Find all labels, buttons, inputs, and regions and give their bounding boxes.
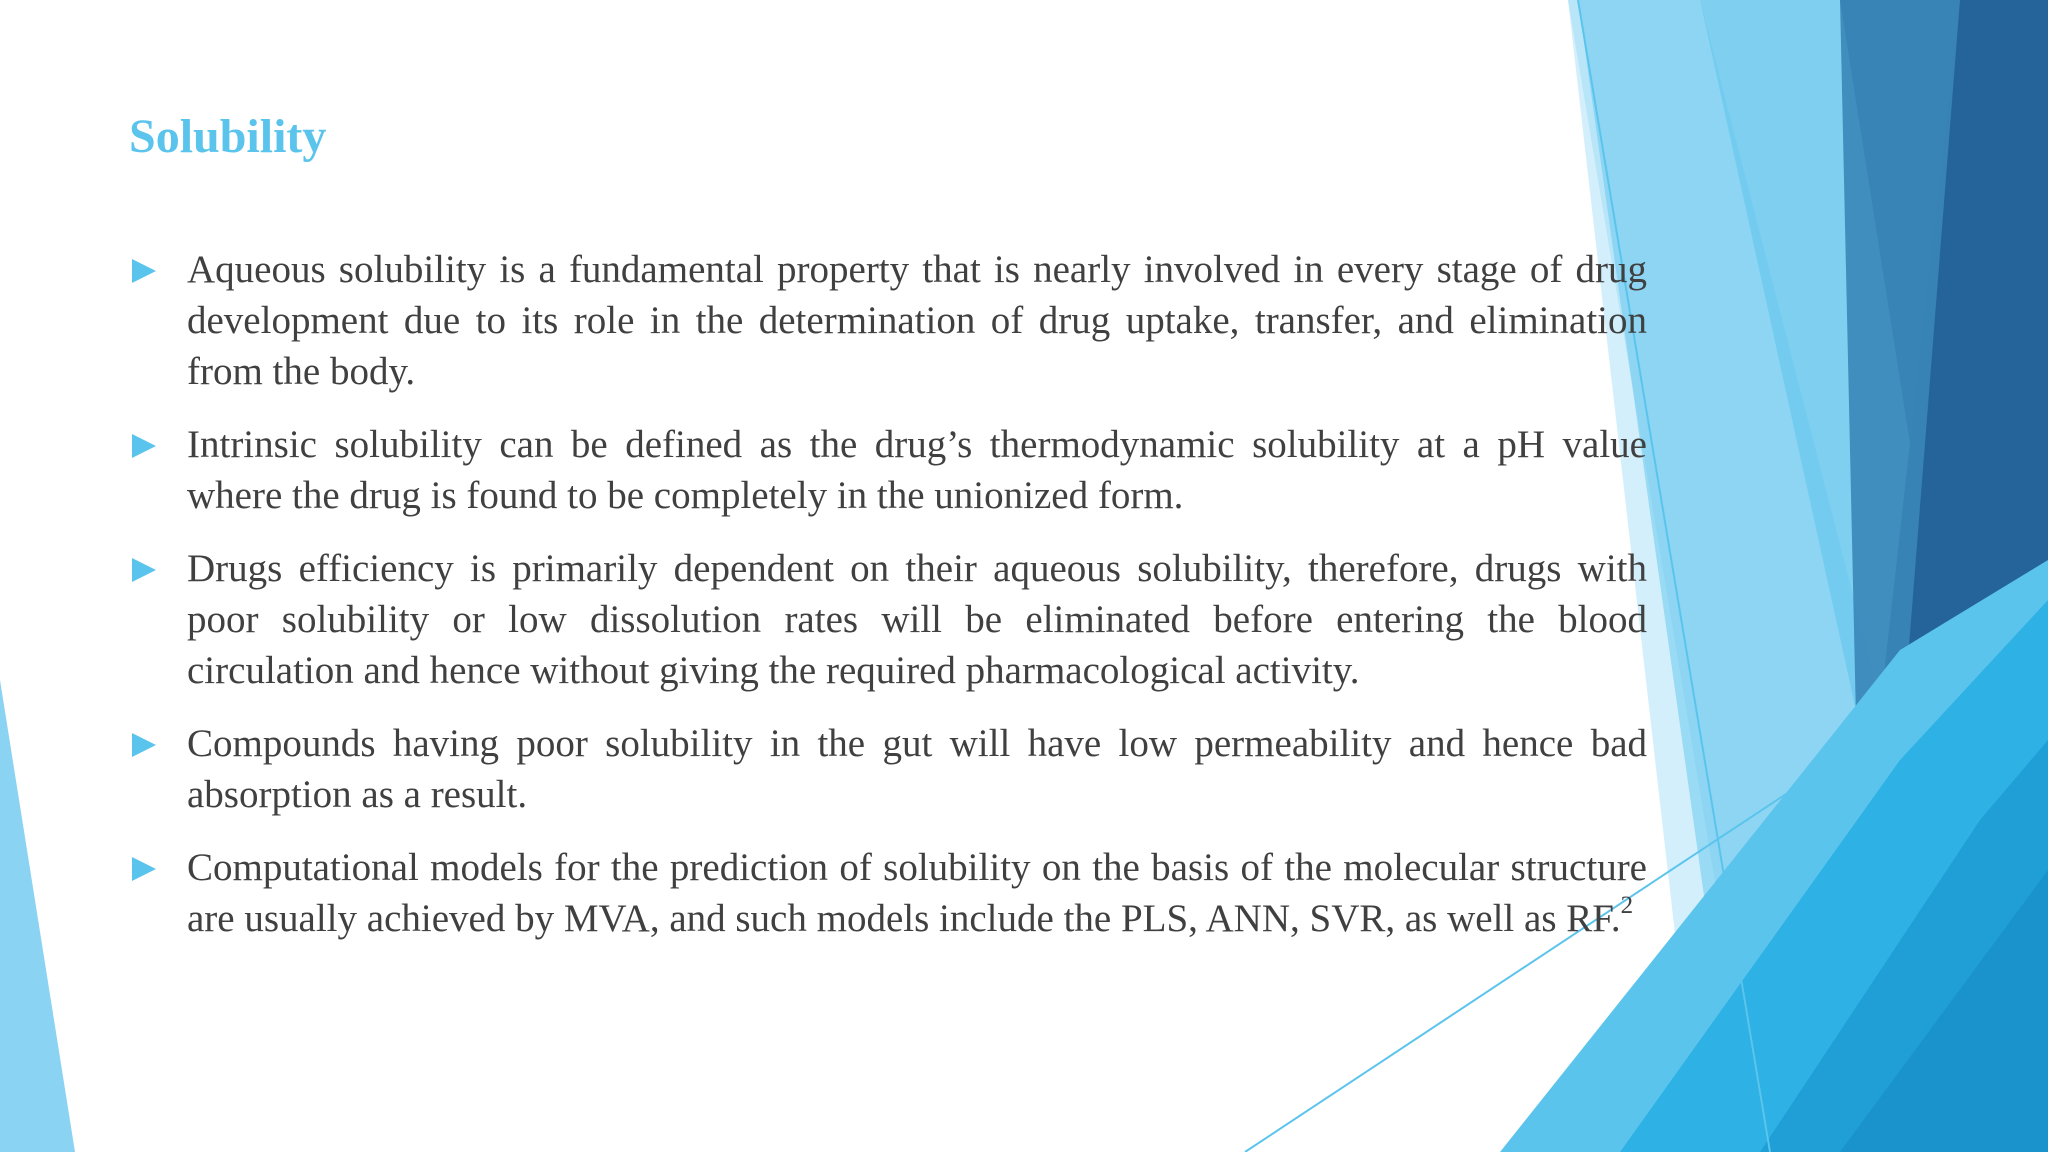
- bullet-text: Intrinsic solubility can be defined as the drug’s thermodynamic solubility at a pH value where the drug is found to be completely in the unionized form.: [187, 423, 1647, 517]
- bullet-text: Compounds having poor solubility in the gut will have low permeability and hence bad absorption as a result.: [187, 722, 1647, 816]
- bullet-text: Aqueous solubility is a fundamental property that is nearly involved in every stage of drug development due to its role in the determination of drug uptake, transfer, and elimination from the body.: [187, 248, 1647, 393]
- bullet-item: [129, 842, 1647, 944]
- citation-superscript: 2: [1620, 892, 1634, 919]
- left-edge-shape: [0, 680, 75, 1152]
- bullet-item: [129, 718, 1647, 820]
- bullet-text: Drugs efficiency is primarily dependent on their aqueous solubility, therefore, drugs with poor solubility or low dissolution rates will be eliminated before entering the blood circulation and hence without giving the required pharmacological activity.: [187, 547, 1647, 692]
- bullet-text: Computational models for the prediction of solubility on the basis of the molecular structure are usually achieved by MVA, and such models include the PLS, ANN, SVR, as well as RF.: [187, 846, 1647, 940]
- triangle-right-icon: [132, 857, 156, 881]
- triangle-right-icon: [132, 558, 156, 582]
- slide-title: Solubility: [129, 110, 327, 163]
- bullet-item: [129, 419, 1647, 521]
- bullet-list: [129, 244, 1647, 966]
- triangle-right-icon: [132, 434, 156, 458]
- triangle-right-icon: [132, 733, 156, 757]
- triangle-right-icon: [132, 259, 156, 283]
- bullet-item: [129, 244, 1647, 397]
- bullet-item: [129, 543, 1647, 696]
